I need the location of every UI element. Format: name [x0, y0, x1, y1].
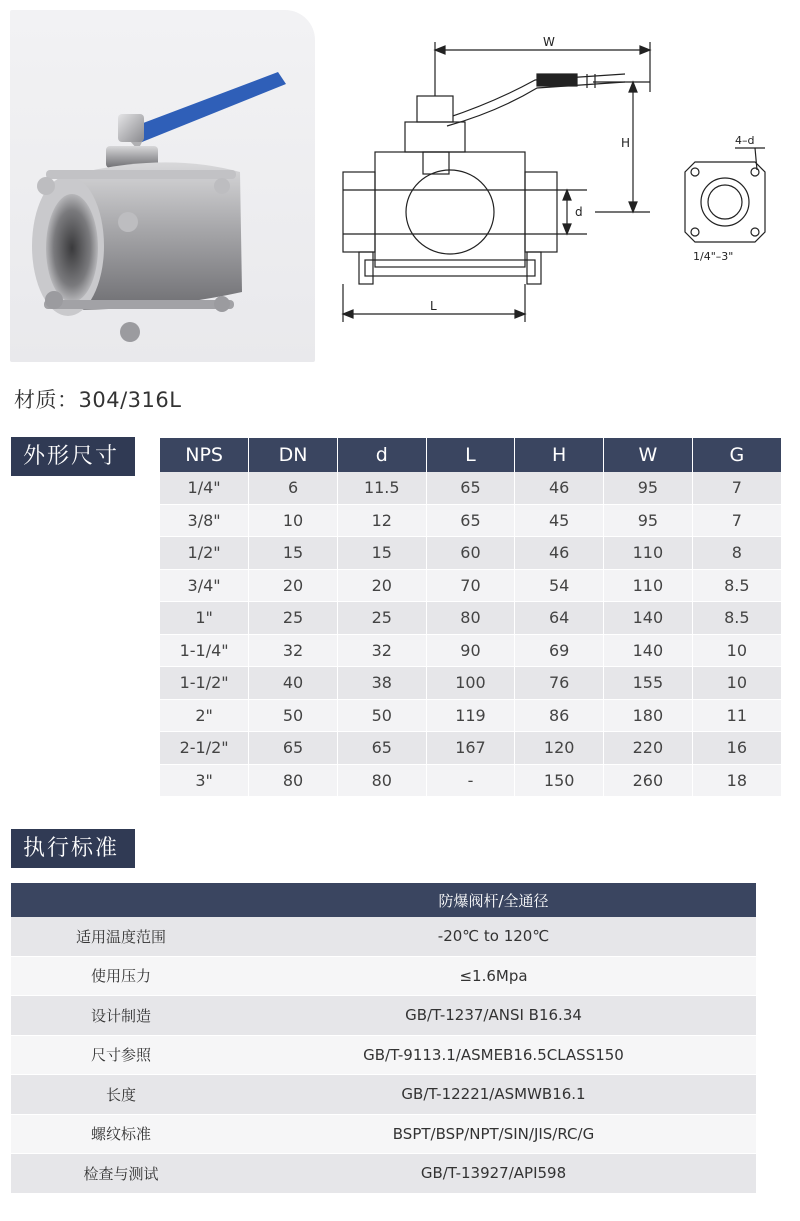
- table-cell: 69: [515, 634, 604, 667]
- table-row: [160, 634, 781, 667]
- standards-row: [11, 1114, 756, 1154]
- table-cell: 32: [337, 634, 426, 667]
- table-cell: 1": [160, 602, 249, 635]
- table-cell: 46: [515, 472, 604, 504]
- table-cell: 119: [426, 699, 515, 732]
- table-cell: 20: [337, 569, 426, 602]
- standards-row: [11, 917, 756, 956]
- col-header: NPS: [160, 438, 249, 472]
- table-cell: 16: [692, 732, 781, 765]
- standards-value: BSPT/BSP/NPT/SIN/JIS/RC/G: [231, 1114, 756, 1154]
- table-cell: 1-1/2": [160, 667, 249, 700]
- table-row: [160, 699, 781, 732]
- table-row: [160, 602, 781, 635]
- table-row: [160, 472, 781, 504]
- standards-table: [11, 883, 756, 1194]
- standards-label: 检查与测试: [11, 1154, 231, 1194]
- table-cell: 12: [337, 504, 426, 537]
- table-cell: 6: [249, 472, 338, 504]
- table-cell: 65: [426, 472, 515, 504]
- dimensions-header-row: [160, 438, 781, 472]
- standards-row: [11, 1035, 756, 1075]
- table-cell: 11.5: [337, 472, 426, 504]
- standards-label: 尺寸参照: [11, 1035, 231, 1075]
- col-header: DN: [249, 438, 338, 472]
- table-cell: 10: [692, 634, 781, 667]
- dim-d-label: d: [575, 205, 583, 219]
- dimensions-table: [160, 438, 781, 797]
- standards-header: 防爆阀杆/全通径: [231, 883, 756, 917]
- table-cell: 1/4": [160, 472, 249, 504]
- table-cell: 54: [515, 569, 604, 602]
- dim-l-label: L: [430, 299, 437, 313]
- table-row: [160, 667, 781, 700]
- table-row: [160, 504, 781, 537]
- table-row: [160, 537, 781, 570]
- table-cell: -: [426, 764, 515, 797]
- col-header: G: [692, 438, 781, 472]
- table-cell: 70: [426, 569, 515, 602]
- table-cell: 2-1/2": [160, 732, 249, 765]
- material-text: 材质：304/316L: [14, 388, 182, 412]
- table-cell: 86: [515, 699, 604, 732]
- table-cell: 65: [337, 732, 426, 765]
- technical-drawing: [325, 22, 785, 342]
- table-cell: 15: [249, 537, 338, 570]
- table-cell: 65: [249, 732, 338, 765]
- standards-label: 设计制造: [11, 996, 231, 1036]
- standards-row: [11, 956, 756, 996]
- table-cell: 25: [337, 602, 426, 635]
- table-row: [160, 764, 781, 797]
- table-cell: 76: [515, 667, 604, 700]
- col-header: L: [426, 438, 515, 472]
- dim-w-label: W: [543, 35, 555, 49]
- standards-label: 螺纹标准: [11, 1114, 231, 1154]
- dim-h-label: H: [621, 136, 631, 150]
- product-photo: [10, 10, 315, 362]
- section-standards-title: 执行标准: [11, 829, 135, 868]
- table-cell: 50: [249, 699, 338, 732]
- table-cell: 50: [337, 699, 426, 732]
- table-cell: 90: [426, 634, 515, 667]
- table-cell: 80: [337, 764, 426, 797]
- standards-value: GB/T-1237/ANSI B16.34: [231, 996, 756, 1036]
- standards-label: 适用温度范围: [11, 917, 231, 956]
- table-cell: 110: [604, 537, 693, 570]
- table-cell: 2": [160, 699, 249, 732]
- standards-row: [11, 1154, 756, 1194]
- table-cell: 3/4": [160, 569, 249, 602]
- standards-value: ≤1.6Mpa: [231, 956, 756, 996]
- table-cell: 180: [604, 699, 693, 732]
- table-cell: 64: [515, 602, 604, 635]
- table-cell: 8.5: [692, 569, 781, 602]
- col-header: W: [604, 438, 693, 472]
- table-cell: 150: [515, 764, 604, 797]
- standards-header-row: [11, 883, 756, 917]
- table-cell: 155: [604, 667, 693, 700]
- table-cell: 140: [604, 634, 693, 667]
- table-cell: 1-1/4": [160, 634, 249, 667]
- table-cell: 110: [604, 569, 693, 602]
- table-cell: 80: [426, 602, 515, 635]
- table-cell: 40: [249, 667, 338, 700]
- table-cell: 8: [692, 537, 781, 570]
- table-cell: 45: [515, 504, 604, 537]
- table-cell: 32: [249, 634, 338, 667]
- standards-label: 长度: [11, 1075, 231, 1115]
- col-header: d: [337, 438, 426, 472]
- standards-row: [11, 1075, 756, 1115]
- table-cell: 10: [692, 667, 781, 700]
- table-cell: 260: [604, 764, 693, 797]
- table-cell: 95: [604, 504, 693, 537]
- table-cell: 10: [249, 504, 338, 537]
- table-cell: 120: [515, 732, 604, 765]
- table-row: [160, 569, 781, 602]
- table-cell: 100: [426, 667, 515, 700]
- table-cell: 11: [692, 699, 781, 732]
- table-cell: 3": [160, 764, 249, 797]
- table-cell: 65: [426, 504, 515, 537]
- table-cell: 7: [692, 472, 781, 504]
- standards-value: -20℃ to 120℃: [231, 917, 756, 956]
- standards-row: [11, 996, 756, 1036]
- table-cell: 80: [249, 764, 338, 797]
- table-cell: 46: [515, 537, 604, 570]
- table-cell: 1/2": [160, 537, 249, 570]
- ball-valve-illustration: [10, 10, 315, 362]
- standards-value: GB/T-12221/ASMWB16.1: [231, 1075, 756, 1115]
- section-dimensions-title: 外形尺寸: [11, 437, 135, 476]
- table-cell: 7: [692, 504, 781, 537]
- table-cell: 167: [426, 732, 515, 765]
- table-cell: 60: [426, 537, 515, 570]
- standards-label: 使用压力: [11, 956, 231, 996]
- col-header: H: [515, 438, 604, 472]
- standards-value: GB/T-9113.1/ASMEB16.5CLASS150: [231, 1035, 756, 1075]
- table-cell: 3/8": [160, 504, 249, 537]
- table-cell: 95: [604, 472, 693, 504]
- standards-value: GB/T-13927/API598: [231, 1154, 756, 1194]
- table-cell: 8.5: [692, 602, 781, 635]
- table-cell: 220: [604, 732, 693, 765]
- table-cell: 25: [249, 602, 338, 635]
- size-range-label: 1/4"–3": [693, 250, 734, 263]
- table-cell: 38: [337, 667, 426, 700]
- table-cell: 15: [337, 537, 426, 570]
- table-cell: 18: [692, 764, 781, 797]
- holes-label: 4–d: [735, 134, 755, 147]
- table-row: [160, 732, 781, 765]
- table-cell: 20: [249, 569, 338, 602]
- table-cell: 140: [604, 602, 693, 635]
